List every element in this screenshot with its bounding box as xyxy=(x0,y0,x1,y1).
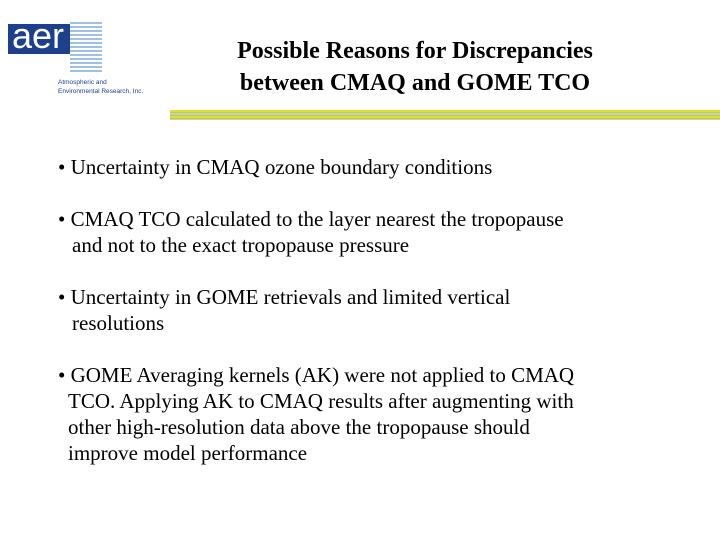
logo-subtitle-line2: Environmental Research, Inc. xyxy=(58,88,144,95)
bullet-2-line-2: and not to the exact tropopause pressure xyxy=(72,233,410,257)
slide-title xyxy=(200,35,630,99)
slide-title-line1: Possible Reasons for Discrepancies xyxy=(237,38,593,64)
bullet-item-4 xyxy=(58,362,574,466)
logo-subtitle xyxy=(58,78,143,96)
bullet-1-line-1: • Uncertainty in CMAQ ozone boundary conditions xyxy=(58,155,493,179)
bullet-4-line-1: • GOME Averaging kernels (AK) were not applied to CMAQ xyxy=(58,363,575,387)
bullet-2-line-1: • CMAQ TCO calculated to the layer nearest the tropopause xyxy=(58,207,564,231)
aer-logo xyxy=(0,0,170,110)
bullet-3-line-2: resolutions xyxy=(72,311,165,335)
slide-title-line2: between CMAQ and GOME TCO xyxy=(239,70,591,96)
header-rule xyxy=(170,110,720,120)
logo-word: aer xyxy=(12,15,65,56)
bullet-item-3 xyxy=(58,284,510,336)
bullet-item-1 xyxy=(58,154,492,180)
bullet-4-line-2: TCO. Applying AK to CMAQ results after augmenting with xyxy=(68,389,574,413)
bullet-4-line-3: other high-resolution data above the tropopause should xyxy=(68,415,530,439)
bullet-3-line-1: • Uncertainty in GOME retrievals and limited vertical xyxy=(58,285,511,309)
logo-stripes xyxy=(70,22,102,74)
bullet-item-2 xyxy=(58,206,564,258)
bullet-4-line-4: improve model performance xyxy=(68,441,308,465)
logo-subtitle-line1: Atmospheric and xyxy=(58,79,107,86)
